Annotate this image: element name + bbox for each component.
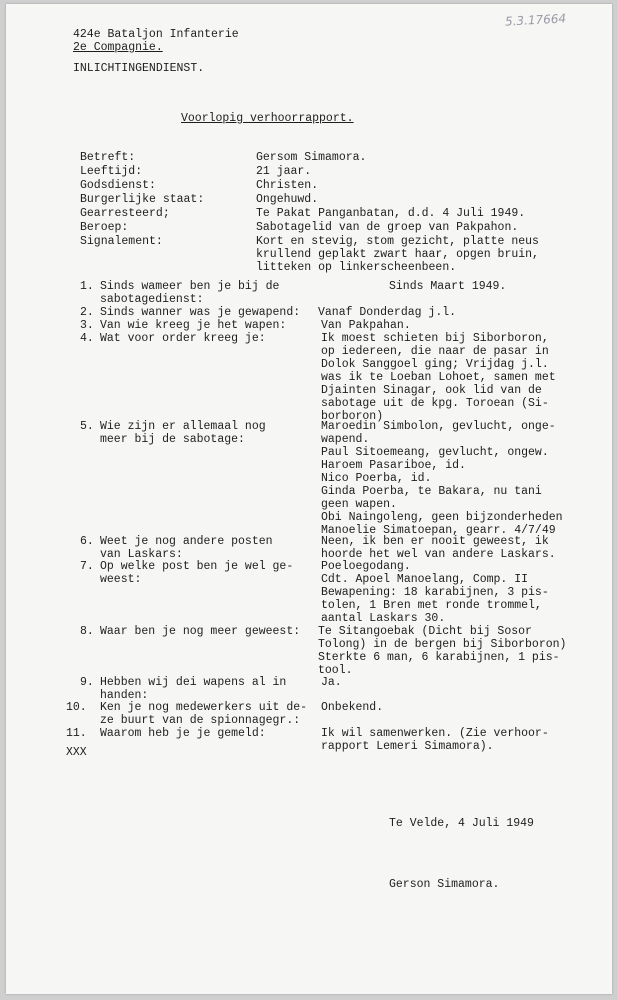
answer-text: Sinds Maart 1949. [389, 280, 507, 293]
answer-text: Haroem Pasariboe, id. [321, 459, 466, 472]
answer-text: Djainten Sinagar, ook lid van de [321, 384, 542, 397]
answer-text: Sterkte 6 man, 6 karabijnen, 1 pis- [318, 651, 560, 664]
answer-text: tolen, 1 Bren met ronde trommel, [321, 599, 542, 612]
answer-text: rapport Lemeri Simamora). [321, 740, 494, 753]
answer-text: Manoelie Simatoepan, gearr. 4/7/49 [321, 524, 556, 537]
answer-text: geen wapen. [321, 498, 397, 511]
question-text: weest: [100, 573, 142, 586]
answer-text: Bewapening: 18 karabijnen, 3 pis- [321, 586, 549, 599]
answer-text: hoorde het wel van andere Laskars. [321, 548, 556, 561]
answer-text: Poeloegodang. [321, 560, 411, 573]
question-text: Waarom heb je je gemeld: [100, 727, 266, 740]
detail-value: Gersom Simamora. [256, 151, 367, 164]
answer-text: wapend. [321, 433, 370, 446]
detail-label: Godsdienst: [80, 179, 156, 192]
answer-text: Ik wil samenwerken. (Zie verhoor- [321, 727, 549, 740]
unit-name: 424e Bataljon Infanterie [73, 28, 239, 41]
question-text: Wat voor order kreeg je: [100, 332, 266, 345]
answer-text: Maroedin Simbolon, gevlucht, onge- [321, 420, 556, 433]
detail-label: Beroep: [80, 221, 129, 234]
answer-text: Tolong) in de bergen bij Siborboron) [318, 638, 567, 651]
answer-text: Te Sitangoebak (Dicht bij Sosor [318, 625, 532, 638]
document-page [6, 4, 612, 994]
answer-text: Dolok Sanggoel ging; Vrijdag j.l. [321, 358, 549, 371]
document-title: Voorlopig verhoorrapport. [181, 112, 354, 125]
question-text: handen: [100, 689, 149, 702]
question-text: Van wie kreeg je het wapen: [100, 319, 287, 332]
question-number: 2. [80, 306, 94, 319]
question-text: ze buurt van de spionnagegr.: [100, 714, 301, 727]
answer-text: Paul Sitoemeang, gevlucht, ongew. [321, 446, 549, 459]
question-number: 7. [80, 560, 94, 573]
answer-text: Van Pakpahan. [321, 319, 411, 332]
question-number: 4. [80, 332, 94, 345]
question-text: Sinds wanner was je gewapend: [100, 306, 301, 319]
detail-value: litteken op linkerscheenbeen. [256, 261, 457, 274]
question-text: meer bij de sabotage: [100, 433, 245, 446]
end-mark: XXX [66, 746, 87, 759]
detail-value: Kort en stevig, stom gezicht, platte neus [256, 235, 539, 248]
signature-name: Gerson Simamora. [389, 878, 500, 891]
answer-text: Ginda Poerba, te Bakara, nu tani [321, 485, 542, 498]
detail-value: Ongehuwd. [256, 193, 319, 206]
question-text: Ken je nog medewerkers uit de- [100, 701, 308, 714]
question-text: sabotagedienst: [100, 293, 204, 306]
question-text: Hebben wij dei wapens al in [100, 676, 287, 689]
place-date: Te Velde, 4 Juli 1949 [389, 817, 534, 830]
question-text: Op welke post ben je wel ge- [100, 560, 294, 573]
answer-text: Obi Naingoleng, geen bijzonderheden [321, 511, 563, 524]
detail-label: Burgerlijke staat: [80, 193, 205, 206]
answer-text: op iedereen, die naar de pasar in [321, 345, 549, 358]
detail-value: Te Pakat Panganbatan, d.d. 4 Juli 1949. [256, 207, 526, 220]
department-name: INLICHTINGENDIENST. [73, 62, 205, 75]
detail-value: Sabotagelid van de groep van Pakpahon. [256, 221, 519, 234]
answer-text: Ik moest schieten bij Siborboron, [321, 332, 549, 345]
answer-text: borboron) [321, 410, 384, 423]
question-text: Weet je nog andere posten [100, 535, 273, 548]
detail-label: Gearresteerd; [80, 207, 170, 220]
answer-text: Vanaf Donderdag j.l. [318, 306, 457, 319]
answer-text: Onbekend. [321, 701, 384, 714]
question-text: Waar ben je nog meer geweest: [100, 625, 301, 638]
question-number: 6. [80, 535, 94, 548]
question-number: 10. [66, 701, 87, 714]
question-number: 1. [80, 280, 94, 293]
detail-label: Leeftijd: [80, 165, 143, 178]
question-text: Wie zijn er allemaal nog [100, 420, 266, 433]
detail-value: Christen. [256, 179, 319, 192]
answer-text: Ja. [321, 676, 342, 689]
question-number: 8. [80, 625, 94, 638]
answer-text: aantal Laskars 30. [321, 612, 446, 625]
detail-label: Betreft: [80, 151, 136, 164]
answer-text: sabotage uit de kpg. Toroean (Si- [321, 397, 549, 410]
question-text: Sinds wameer ben je bij de [100, 280, 280, 293]
detail-value: krullend geplakt zwart haar, opgen bruin, [256, 248, 539, 261]
question-number: 3. [80, 319, 94, 332]
company-name: 2e Compagnie. [73, 41, 163, 54]
question-number: 9. [80, 676, 94, 689]
answer-text: tool. [318, 664, 353, 677]
detail-value: 21 jaar. [256, 165, 312, 178]
answer-text: Neen, ik ben er nooit geweest, ik [321, 535, 549, 548]
answer-text: Cdt. Apoel Manoelang, Comp. II [321, 573, 529, 586]
answer-text: Nico Poerba, id. [321, 472, 432, 485]
question-text: van Laskars: [100, 548, 183, 561]
question-number: 11. [66, 727, 87, 740]
archive-reference-note: 5.3.17664 [504, 11, 567, 29]
question-number: 5. [80, 420, 94, 433]
answer-text: was ik te Loeban Lohoet, samen met [321, 371, 556, 384]
detail-label: Signalement: [80, 235, 163, 248]
